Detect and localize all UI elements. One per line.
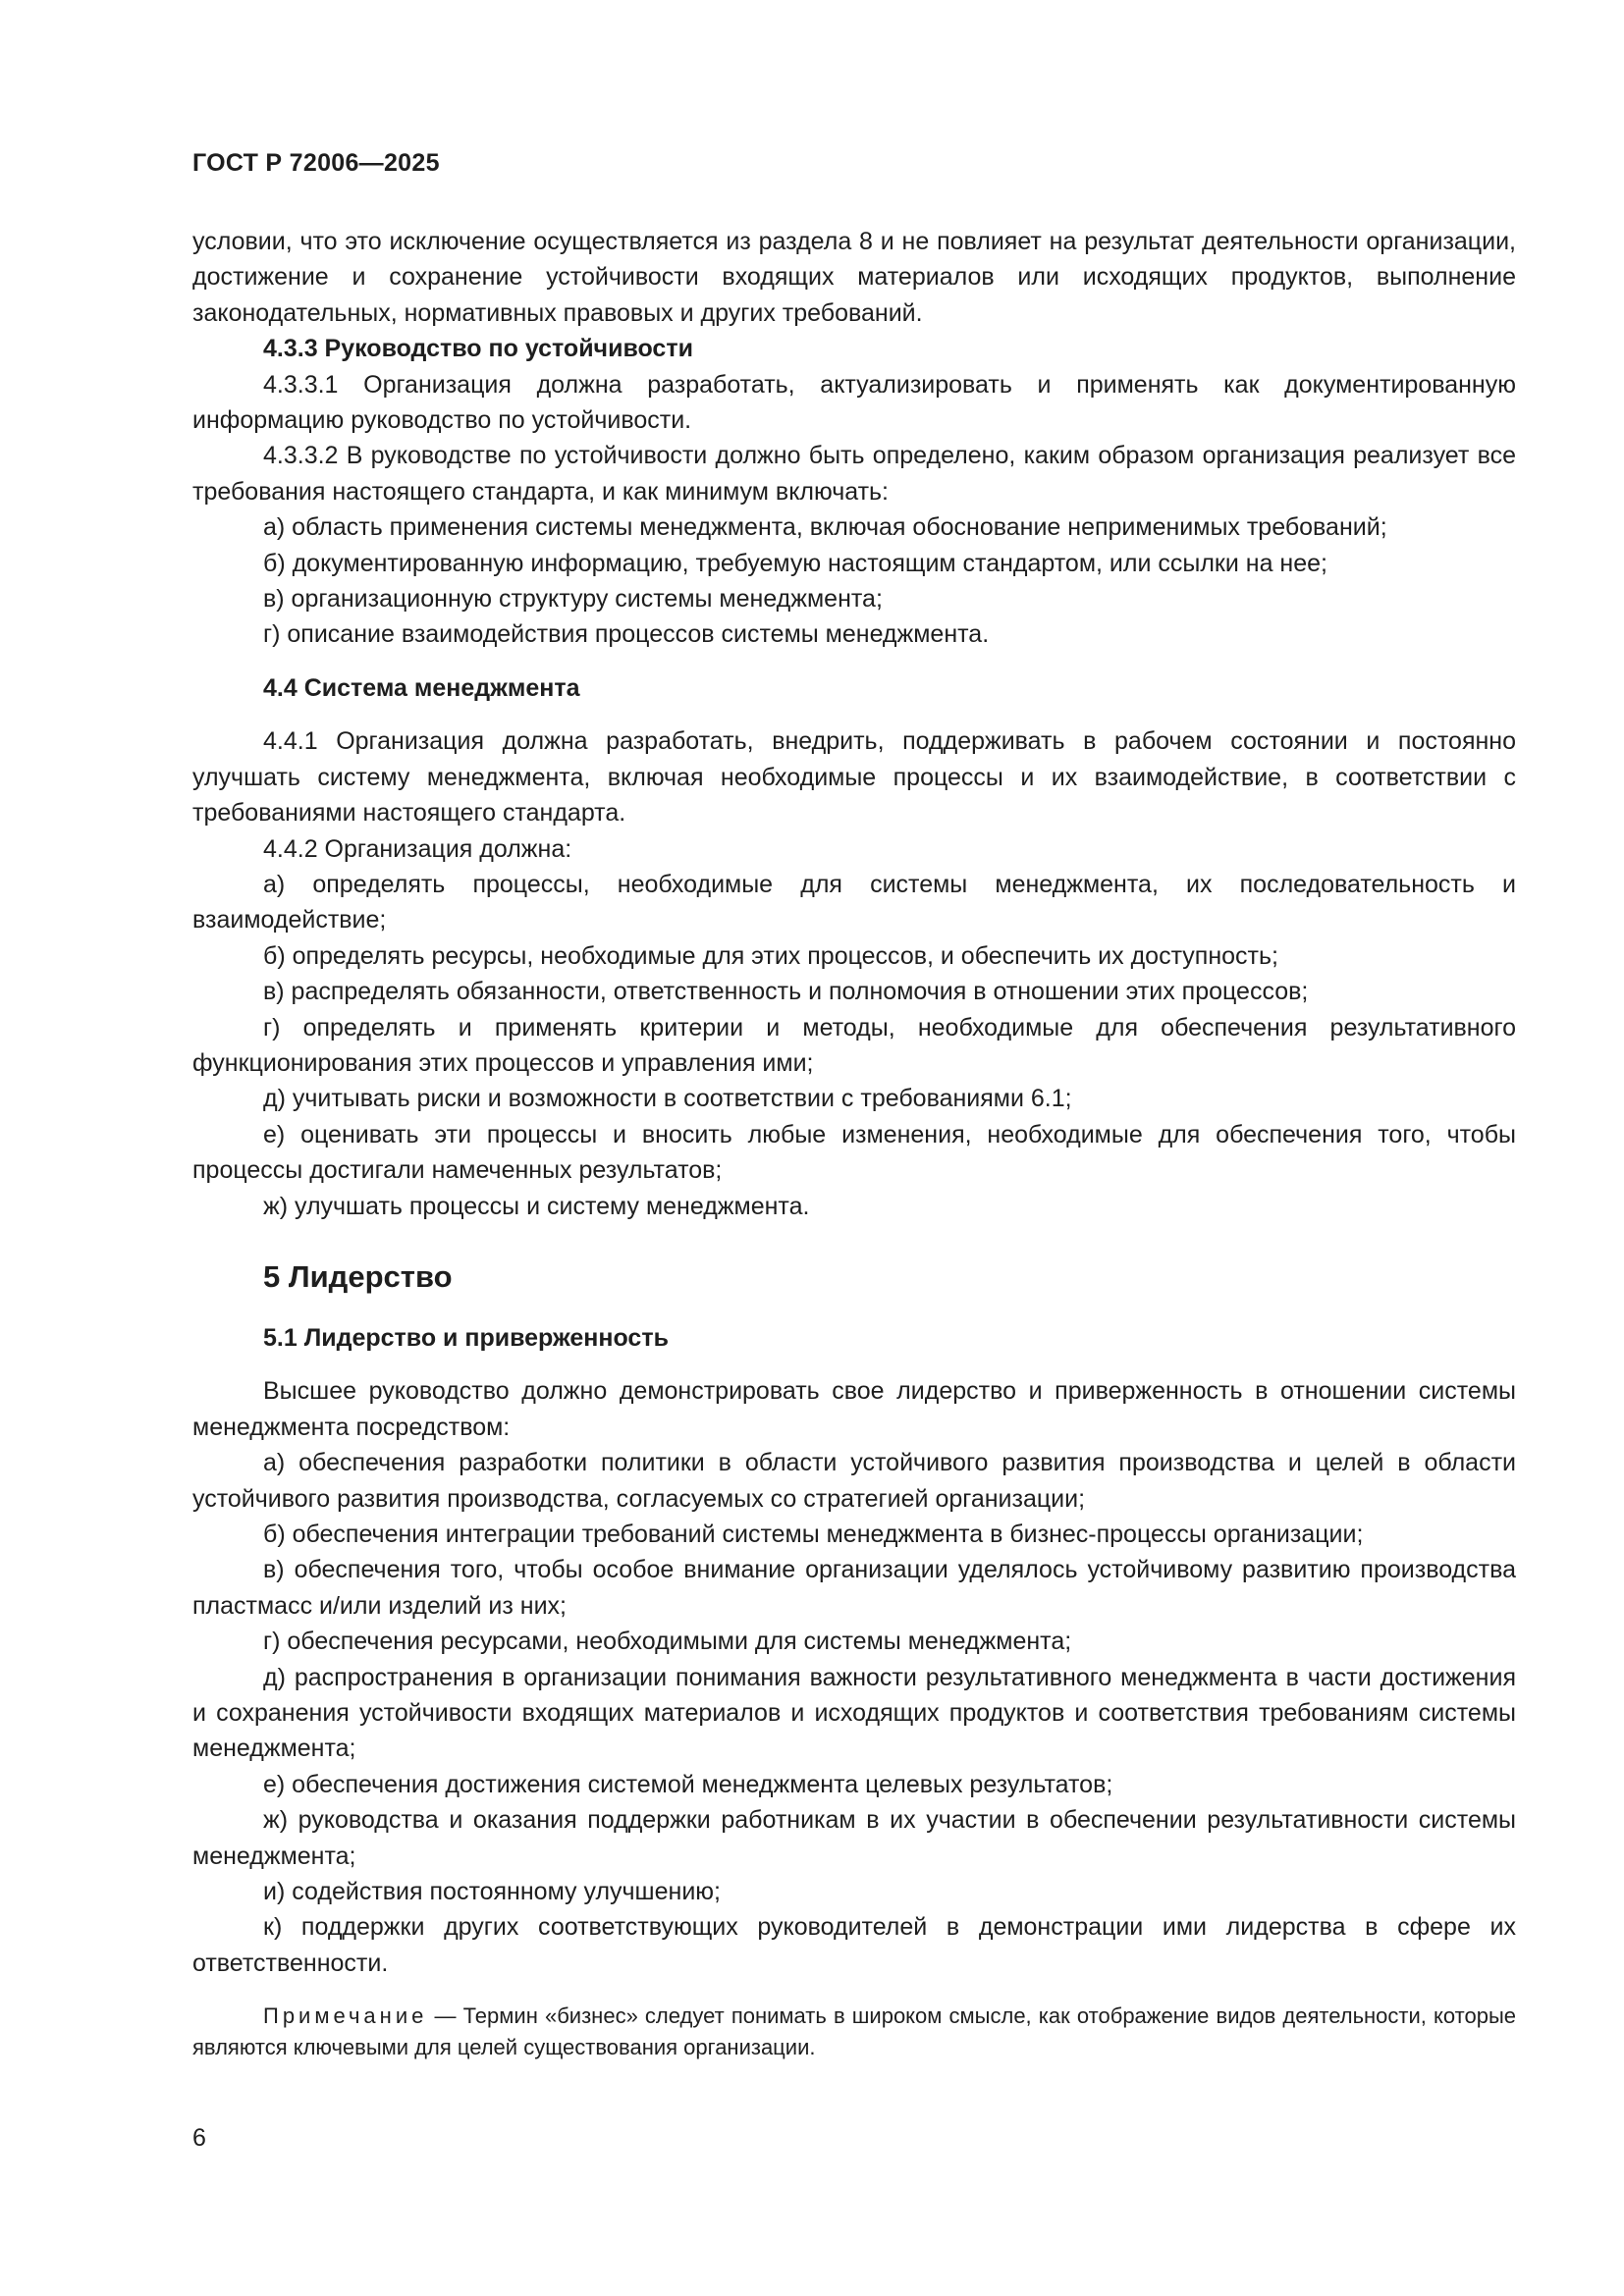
note-text: — Термин «бизнес» следует понимать в широком смысле, как отображение видов деятельности, которые являются ключевыми для целей существования организации. — [192, 2003, 1516, 2060]
note-label: Примечание — [263, 2003, 428, 2029]
section-heading-5: 5 Лидерство — [263, 1258, 453, 1294]
list-item: б) обеспечения интеграции требований системы менеджмента в бизнес-процессы организации; — [263, 1521, 1364, 1548]
heading-4-3-3: 4.3.3 Руководство по устойчивости — [263, 335, 693, 363]
note — [192, 2001, 1516, 2063]
list-item: и) содействия постоянному улучшению; — [263, 1878, 721, 1906]
paragraph-continuation: условии, что это исключение осуществляется из раздела 8 и не повлияет на результат деятельности организации, достижение и сохранение устойчивости входящих материалов или исходящих продуктов, выполнение законодательных, нормативных правовых и других требований. — [192, 228, 1516, 327]
paragraph-4-3-3-2: 4.3.3.2 В руководстве по устойчивости должно быть определено, каким образом организация реализует все требования настоящего стандарта, и как минимум включать: — [192, 442, 1516, 506]
list-item: г) описание взаимодействия процессов системы менеджмента. — [263, 620, 990, 649]
paragraph-4-3-3-1: 4.3.3.1 Организация должна разработать, актуализировать и применять как документированную информацию руководство по устойчивости. — [192, 370, 1516, 435]
document-header: ГОСТ Р 72006—2025 — [192, 149, 440, 177]
list-item: а) область применения системы менеджмента, включая обоснование неприменимых требований; — [263, 513, 1387, 542]
list-item: в) распределять обязанности, ответственность и полномочия в отношении этих процессов; — [263, 978, 1309, 1006]
list-item: а) обеспечения разработки политики в области устойчивого развития производства и целей в области устойчивого развития производства, согласуемых со стратегией организации; — [192, 1449, 1516, 1513]
document-body — [192, 224, 1516, 2063]
list-item: е) обеспечения достижения системой менеджмента целевых результатов; — [263, 1770, 1113, 1798]
list-item: а) определять процессы, необходимые для системы менеджмента, их последовательность и взаимодействие; — [192, 870, 1516, 934]
list-item: в) организационную структуру системы менеджмента; — [263, 585, 883, 614]
list-item: ж) улучшать процессы и систему менеджмента. — [263, 1192, 810, 1220]
list-item: ж) руководства и оказания поддержки работникам в их участии в обеспечении результативности системы менеджмента; — [192, 1806, 1516, 1870]
list-item: к) поддержки других соответствующих руководителей в демонстрации ими лидерства в сфере их ответственности. — [192, 1913, 1516, 1977]
heading-5-1: 5.1 Лидерство и приверженность — [263, 1323, 669, 1352]
list-item: г) обеспечения ресурсами, необходимыми для системы менеджмента; — [263, 1628, 1072, 1656]
paragraph-4-4-2: 4.4.2 Организация должна: — [263, 834, 572, 863]
list-item: в) обеспечения того, чтобы особое внимание организации уделялось устойчивому развитию производства пластмасс и/или изделий из них; — [192, 1556, 1516, 1620]
heading-4-4: 4.4 Система менеджмента — [263, 673, 580, 702]
list-item: д) учитывать риски и возможности в соответствии с требованиями 6.1; — [263, 1085, 1072, 1113]
paragraph-5-1: Высшее руководство должно демонстрировать свое лидерство и приверженность в отношении системы менеджмента посредством: — [192, 1377, 1516, 1441]
paragraph-4-4-1: 4.4.1 Организация должна разработать, внедрить, поддерживать в рабочем состоянии и постоянно улучшать систему менеджмента, включая необходимые процессы и их взаимодействие, в соответствии с требованиями настоящего стандарта. — [192, 727, 1516, 828]
page-number: 6 — [192, 2124, 206, 2152]
list-item: б) определять ресурсы, необходимые для этих процессов, и обеспечить их доступность; — [263, 941, 1278, 970]
list-item: е) оценивать эти процессы и вносить любые изменения, необходимые для обеспечения того, чтобы процессы достигали намеченных результатов; — [192, 1120, 1516, 1185]
document-page — [192, 0, 1516, 2296]
list-item: б) документированную информацию, требуемую настоящим стандартом, или ссылки на нее; — [263, 549, 1327, 577]
list-item: г) определять и применять критерии и методы, необходимые для обеспечения результативного функционирования этих процессов и управления ими; — [192, 1013, 1516, 1077]
list-item: д) распространения в организации понимания важности результативного менеджмента в части достижения и сохранения устойчивости входящих материалов и исходящих продуктов и соответствия требованиям системы менеджмента; — [192, 1663, 1516, 1763]
